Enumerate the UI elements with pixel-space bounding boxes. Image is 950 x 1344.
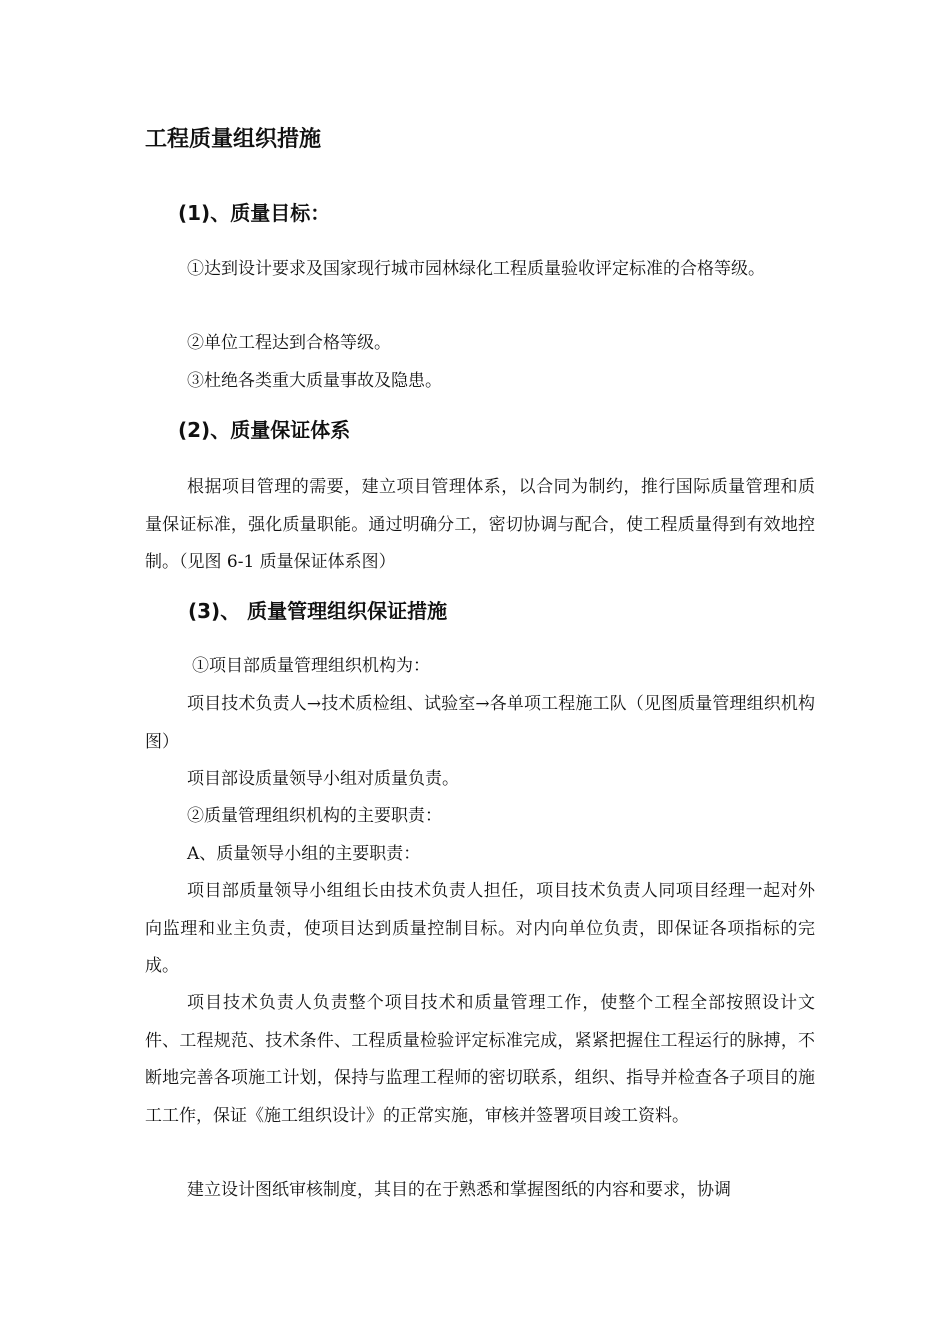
organization-item-2: 项目技术负责人→技术质检组、试验室→各单项工程施工队（见图质量管理组织机构图） — [145, 694, 815, 752]
quality-goal-item-3: ③杜绝各类重大质量事故及隐患。 — [187, 371, 442, 391]
section-heading-quality-system: (2)、质量保证体系 — [178, 418, 351, 442]
quality-goal-item-1: ①达到设计要求及国家现行城市园林绿化工程质量验收评定标准的合格等级。 — [187, 259, 765, 279]
organization-paragraph-drawing-review: 建立设计图纸审核制度，其目的在于熟悉和掌握图纸的内容和要求，协调 — [187, 1180, 731, 1200]
organization-paragraph-leader: 项目部质量领导小组组长由技术负责人担任，项目技术负责人同项目经理一起对外向监理和业主负责，使项目达到质量控制目标。对内向单位负责，即保证各项指标的完成。 — [145, 881, 815, 976]
organization-item-1: ①项目部质量管理组织机构为： — [192, 656, 430, 676]
organization-item-5: A、质量领导小组的主要职责： — [187, 844, 421, 864]
organization-item-4: ②质量管理组织机构的主要职责： — [187, 806, 442, 826]
quality-goal-item-2: ②单位工程达到合格等级。 — [187, 333, 391, 353]
quality-system-paragraph: 根据项目管理的需要，建立项目管理体系，以合同为制约，推行国际质量管理和质量保证标准，强化质量职能。通过明确分工，密切协调与配合，使工程质量得到有效地控制。（见图 6-1 质量保证体系图） — [145, 477, 815, 572]
section-heading-quality-goal: (1)、质量目标： — [178, 201, 331, 225]
organization-item-3: 项目部设质量领导小组对质量负责。 — [187, 769, 459, 789]
section-heading-organization-measures: (3)、 质量管理组织保证措施 — [188, 599, 448, 623]
document-title: 工程质量组织措施 — [145, 127, 322, 152]
organization-paragraph-technical-lead: 项目技术负责人负责整个项目技术和质量管理工作，使整个工程全部按照设计文件、工程规范、技术条件、工程质量检验评定标准完成，紧紧把握住工程运行的脉搏，不断地完善各项施工计划，保持与监理工程师的密切联系，组织、指导并检查各子项目的施工工作，保证《施工组织设计》的正常实施，审核并签署项目竣工资料。 — [145, 993, 815, 1126]
